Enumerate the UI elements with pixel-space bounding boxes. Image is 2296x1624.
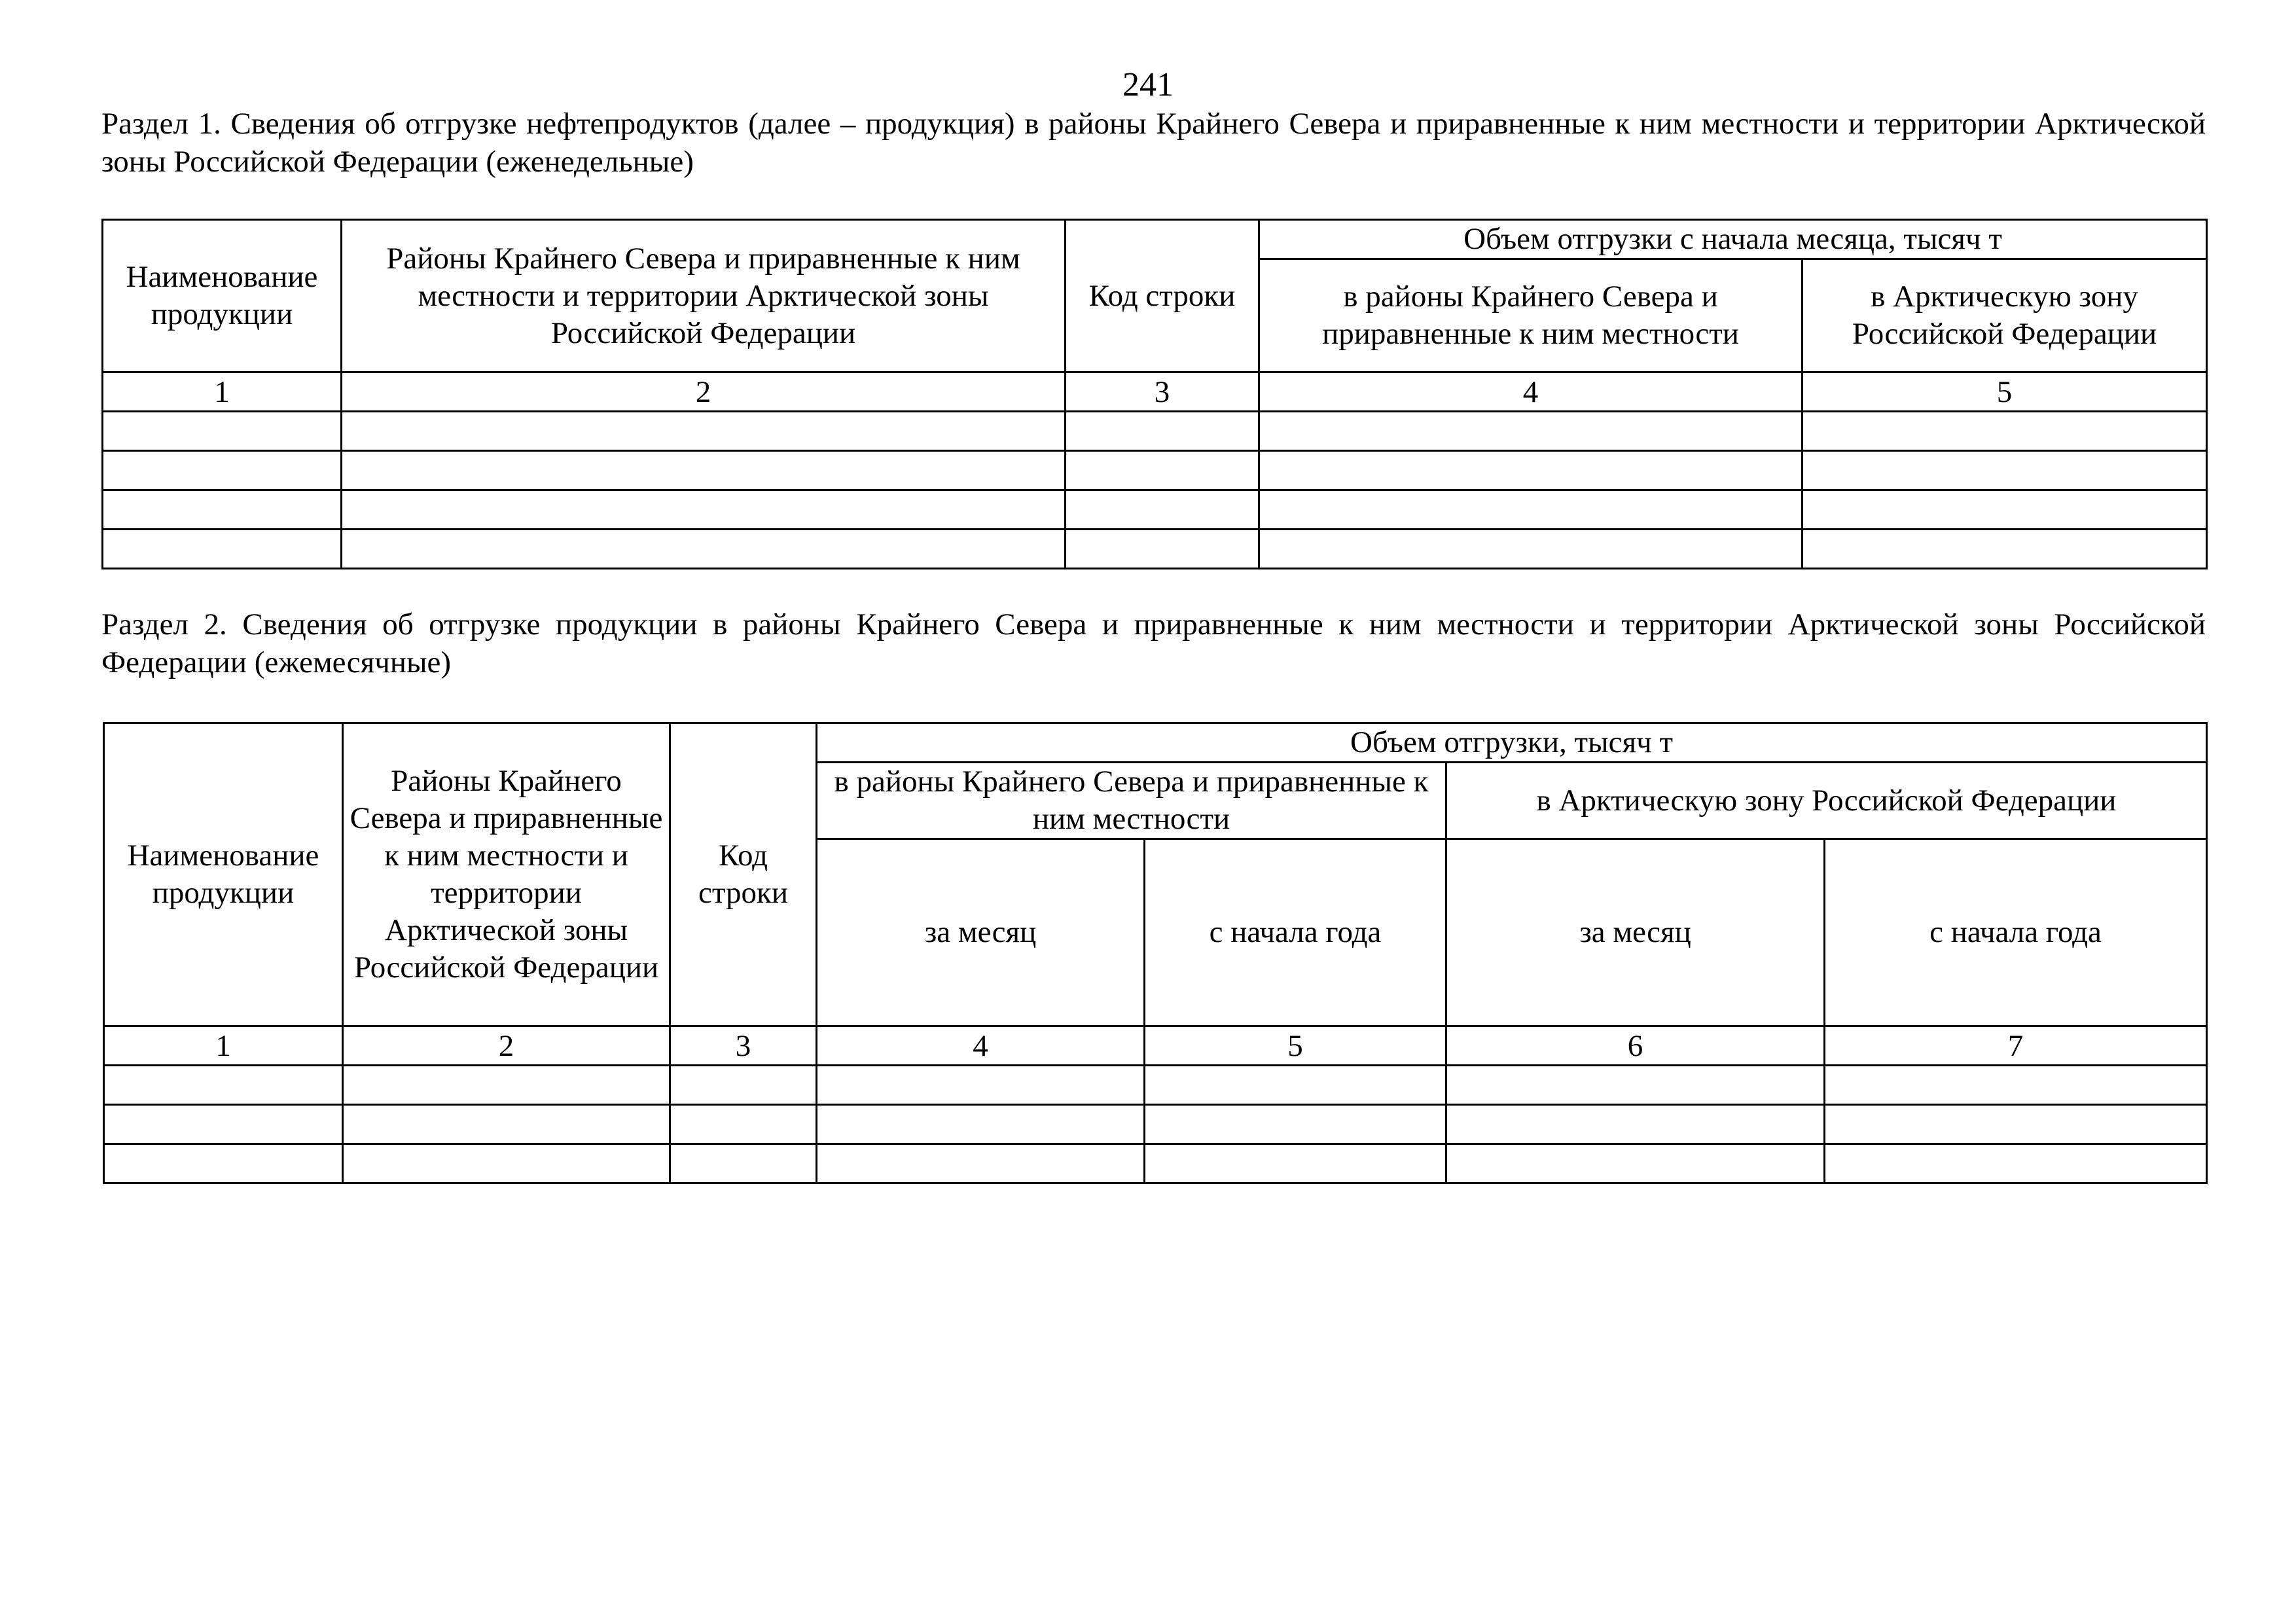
header-product-name: Наименование продукции — [104, 723, 343, 1026]
column-number: 4 — [817, 1026, 1145, 1066]
table-cell — [1066, 451, 1259, 490]
table-cell — [1803, 412, 2207, 451]
table-cell — [1259, 490, 1803, 530]
table-cell — [1446, 1066, 1825, 1105]
header-regions: Районы Крайнего Севера и приравненные к ним местности и территории Арктической зоны Российской Федерации — [342, 220, 1066, 372]
table-cell — [342, 451, 1066, 490]
table-cell — [104, 1144, 343, 1183]
header-north-month: за месяц — [817, 839, 1145, 1026]
header-volume-group: Объем отгрузки с начала месяца, тысяч т — [1259, 220, 2207, 259]
table-cell — [817, 1066, 1145, 1105]
table-cell — [670, 1105, 817, 1144]
column-number: 2 — [342, 372, 1066, 412]
table-cell — [1825, 1144, 2207, 1183]
table-cell — [1825, 1105, 2207, 1144]
table-cell — [1259, 412, 1803, 451]
header-to-arctic: в Арктическую зону Российской Федерации — [1803, 259, 2207, 372]
table-cell — [104, 1105, 343, 1144]
table-cell — [1259, 530, 1803, 569]
table-row — [103, 490, 2207, 530]
table-cell — [104, 1066, 343, 1105]
table-cell — [817, 1144, 1145, 1183]
column-number: 5 — [1803, 372, 2207, 412]
table-cell — [342, 412, 1066, 451]
header-north-ytd: с начала года — [1145, 839, 1446, 1026]
table-row — [104, 1105, 2207, 1144]
header-volume-group: Объем отгрузки, тысяч т — [817, 723, 2207, 763]
table-cell — [343, 1144, 670, 1183]
column-number: 3 — [1066, 372, 1259, 412]
table-row — [104, 1066, 2207, 1105]
header-arctic-month: за месяц — [1446, 839, 1825, 1026]
table-cell — [1066, 412, 1259, 451]
section-2-title: Раздел 2. Сведения об отгрузке продукции в районы Крайнего Севера и приравненные к ним местности и территории Арктической зоны Российской Федерации (ежемесячные) — [101, 607, 2206, 679]
table-cell — [817, 1105, 1145, 1144]
column-number: 4 — [1259, 372, 1803, 412]
table-cell — [1066, 530, 1259, 569]
table-cell — [343, 1105, 670, 1144]
table-cell — [1803, 490, 2207, 530]
table-cell — [1145, 1066, 1446, 1105]
table-cell — [343, 1066, 670, 1105]
table-cell — [1803, 530, 2207, 569]
table-cell — [1803, 451, 2207, 490]
column-number: 6 — [1446, 1026, 1825, 1066]
column-number: 3 — [670, 1026, 817, 1066]
table-row — [103, 451, 2207, 490]
table-cell — [670, 1066, 817, 1105]
header-arctic-ytd: с начала года — [1825, 839, 2207, 1026]
header-to-north: в районы Крайнего Севера и приравненные к ним местности — [817, 763, 1446, 839]
page-number: 241 — [1122, 66, 1174, 103]
column-number: 2 — [343, 1026, 670, 1066]
header-regions: Районы Крайнего Севера и приравненные к ним местности и территории Арктической зоны Российской Федерации — [343, 723, 670, 1026]
column-number: 1 — [103, 372, 342, 412]
section-1-title: Раздел 1. Сведения об отгрузке нефтепродуктов (далее – продукция) в районы Крайнего Севера и приравненные к ним местности и территории Арктической зоны Российской Федерации (еженедельные) — [101, 107, 2206, 179]
table-row — [104, 1144, 2207, 1183]
table-cell — [103, 451, 342, 490]
header-to-north: в районы Крайнего Севера и приравненные к ним местности — [1259, 259, 1803, 372]
column-number: 1 — [104, 1026, 343, 1066]
table-row — [103, 530, 2207, 569]
header-row-code: Код строки — [1066, 220, 1259, 372]
header-row-code: Код строки — [670, 723, 817, 1026]
table-cell — [670, 1144, 817, 1183]
section-2-table — [103, 722, 2208, 1184]
table-cell — [103, 490, 342, 530]
table-cell — [103, 530, 342, 569]
table-cell — [1145, 1144, 1446, 1183]
table-row — [103, 412, 2207, 451]
table-cell — [1066, 490, 1259, 530]
table-cell — [1145, 1105, 1446, 1144]
header-product-name: Наименование продукции — [103, 220, 342, 372]
table-cell — [342, 490, 1066, 530]
column-number: 5 — [1145, 1026, 1446, 1066]
table-cell — [1446, 1144, 1825, 1183]
header-to-arctic: в Арктическую зону Российской Федерации — [1446, 763, 2207, 839]
section-1-table — [101, 219, 2208, 569]
table-cell — [1825, 1066, 2207, 1105]
table-cell — [103, 412, 342, 451]
column-number: 7 — [1825, 1026, 2207, 1066]
table-cell — [342, 530, 1066, 569]
table-cell — [1259, 451, 1803, 490]
table-cell — [1446, 1105, 1825, 1144]
